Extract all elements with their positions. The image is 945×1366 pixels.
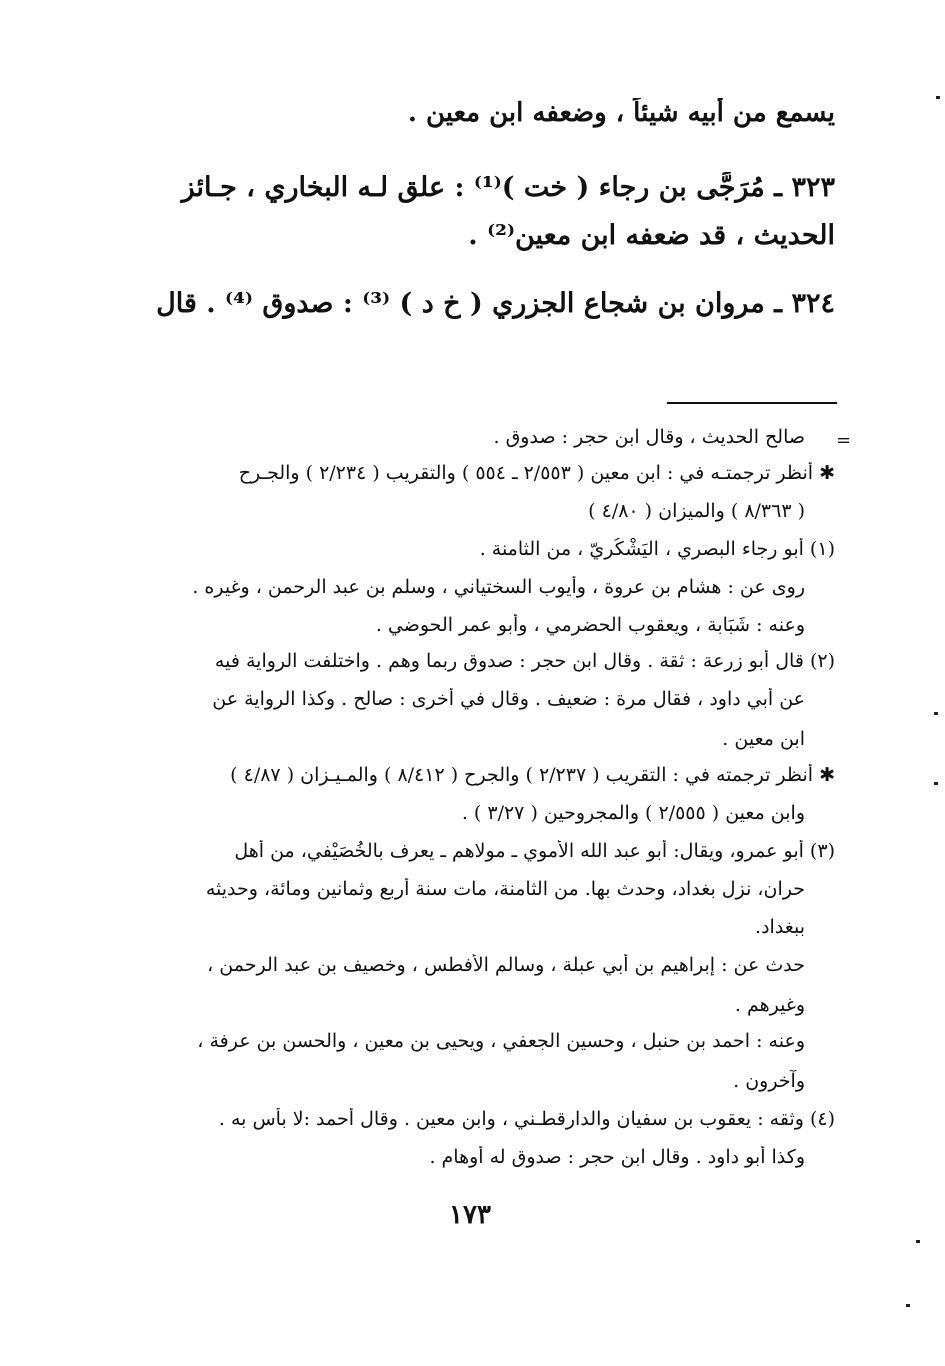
footnote-2: (٢) قال أبو زرعة : ثقة . وقال ابن حجر : صدوق ربما وهم . واختلفت الرواية فيه [214,650,835,672]
entry-323-heading: ٣٢٣ ـ مُرَجَّى بن رجاء ( خت )⁽¹⁾ : علق لـه البخاري ، جـائز [181,172,835,203]
footnote-3: حران، نزل بغداد، وحدث بها. من الثامنة، مات سنة أربع وثمانين ومائة، وحديثه [205,878,805,900]
scan-speck [934,782,938,785]
scan-speck [916,1240,920,1243]
page-number: ١٧٣ [449,1200,491,1230]
footnote-2: ابن معين . [722,728,805,750]
scan-speck [936,96,940,99]
entry-324-heading: ٣٢٤ ـ مروان بن شجاع الجزري ( خ د ) ⁽³⁾ : صدوق ⁽⁴⁾ . قال [156,288,835,319]
footnote-3: وآخرون . [733,1070,805,1092]
footnote-1: (١) أبو رجاء البصري ، اليَشْكُرِيّ ، من الثامنة . [479,538,835,560]
footnote-separator [667,402,837,404]
main-text-line: يسمع من أبيه شيئاً ، وضعفه ابن معين . [407,98,835,128]
continuation-marker: = [836,430,852,451]
footnote-2: عن أبي داود ، فقال مرة : ضعيف . وقال في أخرى : صالح . وكذا الرواية عن [212,688,805,710]
entry-323-text: الحديث ، قد ضعفه ابن معين⁽²⁾ . [468,220,835,251]
scan-speck [934,712,938,715]
reference-note: ✱ أنظر ترجمته في : التقريب ( ٢/٢٣٧ ) والجرح ( ٨/٤١٢ ) والمـيـزان ( ٤/٨٧ ) [230,764,835,786]
footnote-3: وغيرهم . [734,994,805,1016]
footnote-3: حدث عن : إبراهيم بن أبي عبلة ، وسالم الأفطس ، وخصيف بن عبد الرحمن ، [207,954,805,976]
footnote-4: (٤) وثقه : يعقوب بن سفيان والدارقطـني ، وابن معين . وقال أحمد :لا بأس به . [218,1108,835,1130]
footnote-4: وكذا أبو داود . وقال ابن حجر : صدوق له أوهام . [429,1146,805,1168]
footnote-1: روى عن : هشام بن عروة ، وأيوب السختياني ، وسلم بن عبد الرحمن ، وغيره . [192,576,805,598]
reference-note: ( ٨/٣٦٣ ) والميزان ( ٤/٨٠ ) [588,500,805,522]
footnote-1: وعنه : شَبَابة ، ويعقوب الحضرمي ، وأبو عمر الحوضي . [375,614,805,636]
footnote-3: ببغداد. [755,916,805,938]
scan-speck [906,1304,910,1307]
footnote-3: وعنه : احمد بن حنبل ، وحسين الجعفي ، ويحيى بن معين ، والحسن بن عرفة ، [197,1030,805,1052]
reference-note: وابن معين ( ٢/٥٥٥ ) والمجروحين ( ٣/٢٧ ) . [461,802,805,824]
footnote-3: (٣) أبو عمرو، ويقال: أبو عبد الله الأموي ـ مولاهم ـ يعرف بالخُصَيْفي، من أهل [234,840,835,862]
footnote-continuation: صالح الحديث ، وقال ابن حجر : صدوق . [493,426,805,448]
reference-note: ✱ أنظر ترجمتـه في : ابن معين ( ٢/٥٥٣ ـ ٥٥٤ ) والتقريب ( ٢/٢٣٤ ) والجـرح [238,462,835,484]
